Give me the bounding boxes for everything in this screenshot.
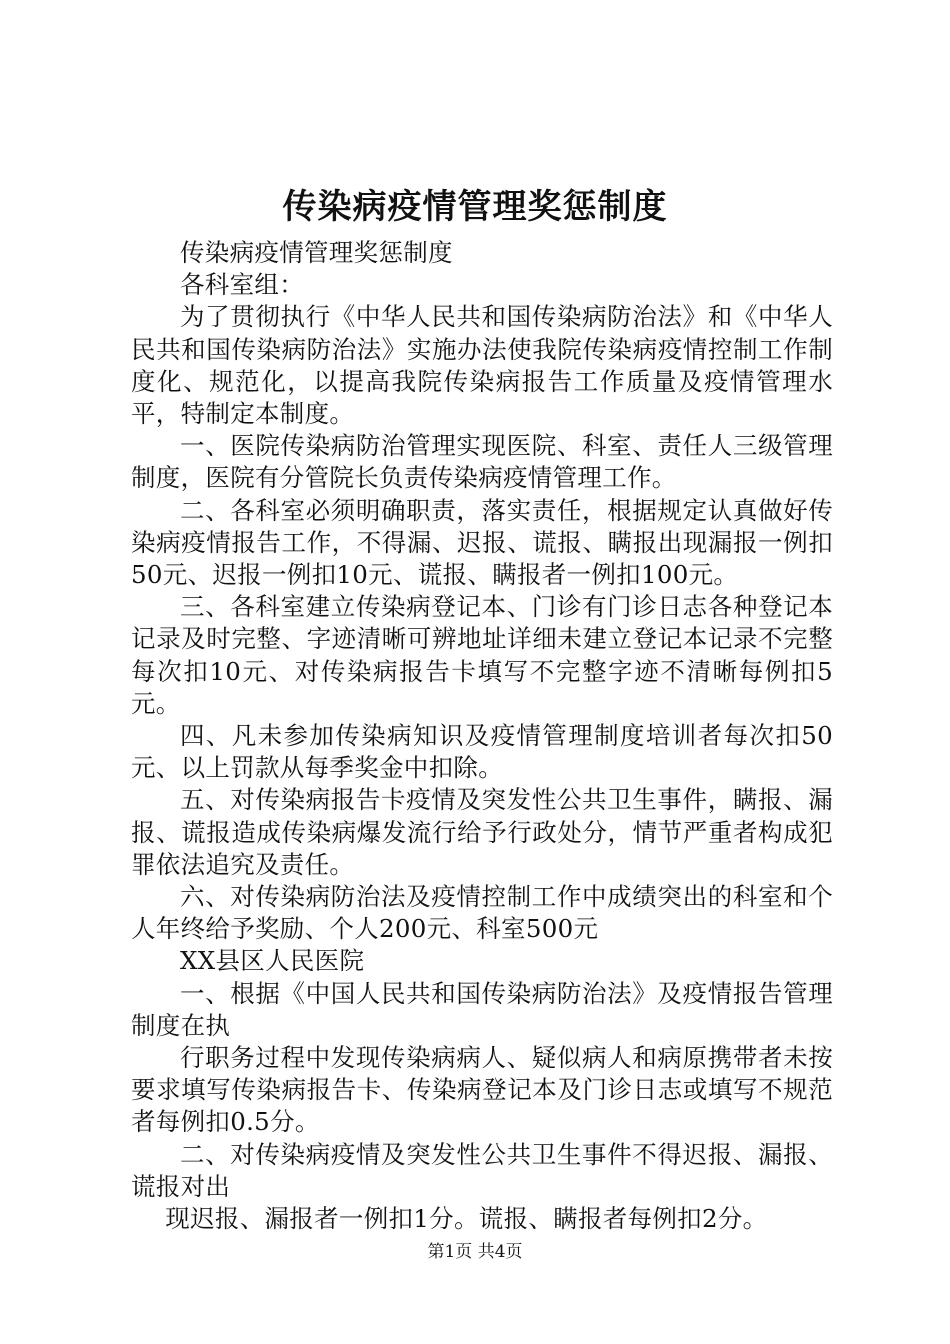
document-title: 传染病疫情管理奖惩制度 <box>282 187 668 227</box>
paragraph-hospital-name: XX县区人民医院 <box>180 946 365 976</box>
paragraph-rule-5: 五、对传染病报告卡疫情及突发性公共卫生事件，瞒报、漏报、谎报造成传染病爆发流行给予行政处分，情节严重者构成犯罪依法追究及责任。 <box>131 785 833 879</box>
paragraph-section2-rule-2: 二、对传染病疫情及突发性公共卫生事件不得迟报、漏报、谎报对出 <box>131 1139 833 1201</box>
document-body <box>131 237 833 1235</box>
paragraph-intro: 为了贯彻执行《中华人民共和国传染病防治法》和《中华人民共和国传染病防治法》实施办法使我院传染病疫情控制工作制度化、规范化，以提高我院传染病报告工作质量及疫情管理水平，特制定本制度。 <box>131 302 833 429</box>
paragraph-rule-4: 四、凡未参加传染病知识及疫情管理制度培训者每次扣50元、以上罚款从每季奖金中扣除。 <box>131 721 833 783</box>
paragraph-salutation: 各科室组： <box>180 270 304 300</box>
page-footer: 第1页 共4页 <box>427 1242 523 1262</box>
paragraph-rule-1: 一、医院传染病防治管理实现医院、科室、责任人三级管理制度，医院有分管院长负责传染病疫情管理工作。 <box>131 431 833 493</box>
paragraph-rule-2: 二、各科室必须明确职责，落实责任，根据规定认真做好传染病疫情报告工作，不得漏、迟报、谎报、瞒报出现漏报一例扣50元、迟报一例扣10元、谎报、瞒报者一例扣100元。 <box>131 495 833 590</box>
paragraph-rule-3: 三、各科室建立传染病登记本、门诊有门诊日志各种登记本记录及时完整、字迹清晰可辨地址详细未建立登记本记录不完整每次扣10元、对传染病报告卡填写不完整字迹不清晰每例扣5元。 <box>131 592 833 718</box>
paragraph-subtitle: 传染病疫情管理奖惩制度 <box>180 238 453 267</box>
paragraph-section2-rule-2-cont: 现迟报、漏报者一例扣1分。谎报、瞒报者每例扣2分。 <box>165 1204 768 1234</box>
paragraph-rule-6: 六、对传染病防治法及疫情控制工作中成绩突出的科室和个人年终给予奖励、个人200元、科室500元 <box>131 882 833 944</box>
paragraph-section2-rule-1: 一、根据《中国人民共和国传染病防治法》及疫情报告管理制度在执 <box>131 978 833 1040</box>
paragraph-section2-rule-1-cont: 行职务过程中发现传染病病人、疑似病人和病原携带者未按要求填写传染病报告卡、传染病登记本及门诊日志或填写不规范者每例扣0.5分。 <box>131 1043 833 1137</box>
